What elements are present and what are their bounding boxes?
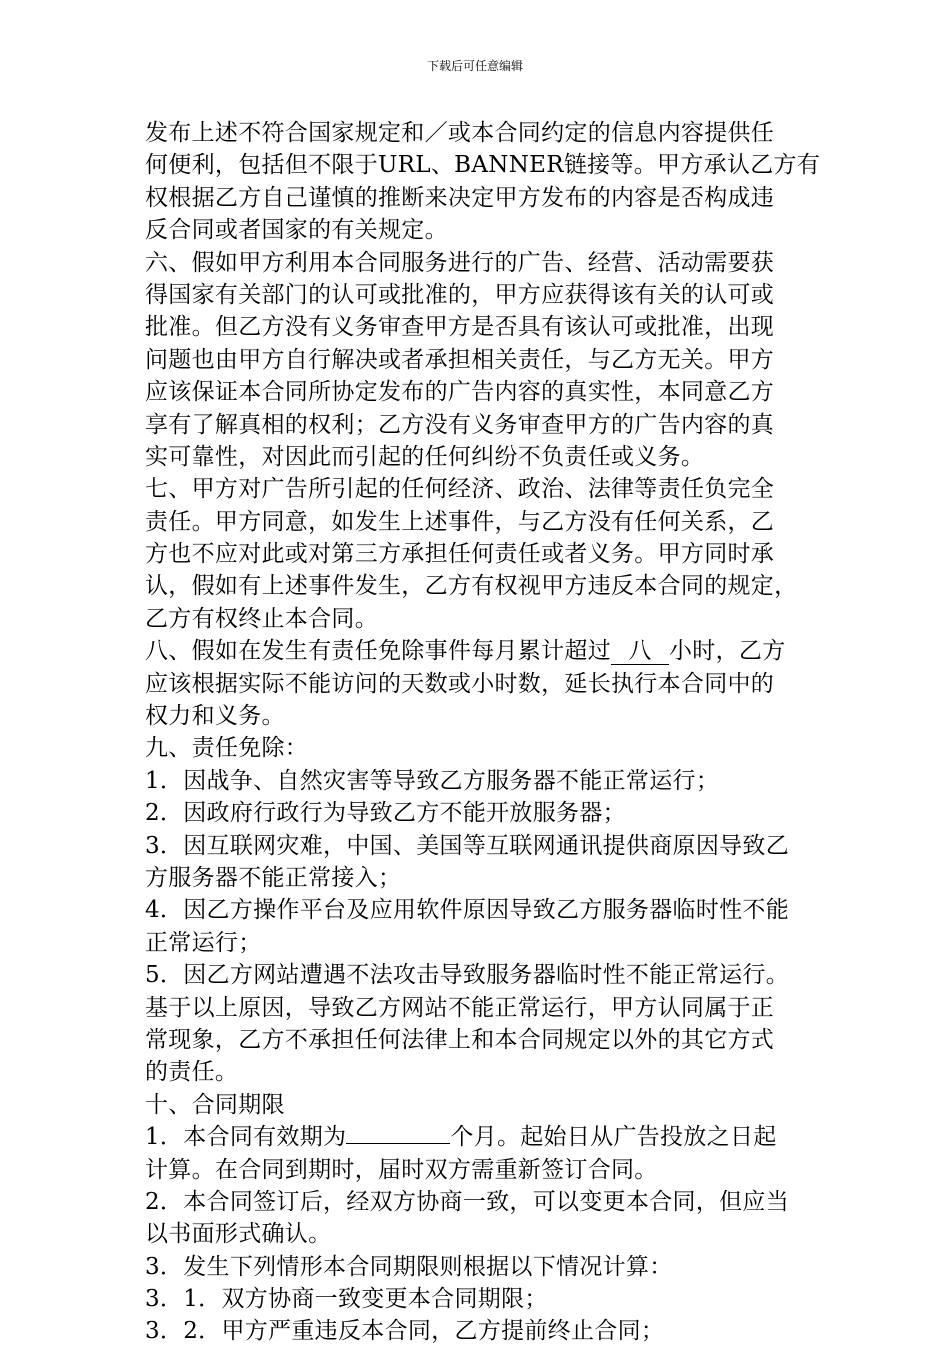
list-item: 2．本合同签订后，经双方协商一致，可以变更本合同，但应当 (145, 1188, 790, 1215)
text-line: 计算。在合同到期时，届时双方需重新签订合同。 (145, 1156, 658, 1183)
term-text-before: 1．本合同有效期为 (145, 1124, 347, 1151)
text-line: 问题也由甲方自行解决或者承担相关责任，与乙方无关。甲方 (145, 346, 775, 373)
text-line: 得国家有关部门的认可或批准的，甲方应获得该有关的认可或 (145, 281, 775, 308)
text-line: 认，假如有上述事件发生，乙方有权视甲方违反本合同的规定， (145, 573, 798, 600)
text-line: 发布上述不符合国家规定和／或本合同约定的信息内容提供任 (145, 120, 775, 146)
text-line: 权力和义务。 (145, 703, 285, 730)
text-line: 基于以上原因，导致乙方网站不能正常运行，甲方认同属于正 (145, 994, 775, 1021)
text-line: 享有了解真相的权利；乙方没有义务审查甲方的广告内容的真 (145, 411, 775, 438)
section-8-start (145, 635, 810, 667)
text-line: 常现象，乙方不承担任何法律上和本合同规定以外的其它方式 (145, 1026, 775, 1053)
list-item: 3．1．双方协商一致变更本合同期限； (145, 1286, 548, 1313)
text-line: 的责任。 (145, 1059, 239, 1086)
text-line: 正常运行； (145, 929, 262, 956)
text-line: 应该根据实际不能访问的天数或小时数，延长执行本合同中的 (145, 670, 775, 697)
section-8-text-before: 八、假如在发生有责任免除事件每月累计超过 (145, 638, 611, 665)
section-8-text-after: 小时，乙方 (669, 638, 786, 665)
list-item: 3．发生下列情形本合同期限则根据以下情况计算： (145, 1253, 673, 1280)
text-line: 方服务器不能正常接入； (145, 864, 402, 891)
text-line: 方也不应对此或对第三方承担任何责任或者义务。甲方同时承 (145, 541, 775, 568)
months-blank-field (346, 1143, 450, 1144)
list-item: 3．2．甲方严重违反本合同，乙方提前终止合同； (145, 1318, 665, 1345)
text-line: 应该保证本合同所协定发布的广告内容的真实性，本同意乙方 (145, 379, 775, 406)
text-line: 反合同或者国家的有关规定。 (145, 217, 448, 244)
contract-body (145, 117, 821, 1348)
text-line: 批准。但乙方没有义务审查甲方是否具有该认可或批准，出现 (145, 314, 775, 341)
text-line: 实可靠性，对因此而引起的任何纠纷不负责任或义务。 (145, 443, 705, 470)
section-6-start: 六、假如甲方利用本合同服务进行的广告、经营、活动需要获 (145, 249, 775, 276)
list-item: 4．因乙方操作平台及应用软件原因导致乙方服务器临时性不能 (145, 897, 790, 924)
list-item: 3．因互联网灾难，中国、美国等互联网通讯提供商原因导致乙 (145, 832, 790, 859)
text-line: 乙方有权终止本合同。 (145, 605, 378, 632)
term-text-after: 个月。起始日从广告投放之日起 (450, 1124, 777, 1151)
section-9-heading: 九、责任免除： (145, 735, 309, 762)
list-item: 2．因政府行政行为导致乙方不能开放服务器； (145, 800, 626, 827)
header-note: 下载后可任意编辑 (426, 59, 523, 73)
section-10-heading: 十、合同期限 (145, 1091, 285, 1118)
text-line: 权根据乙方自己谨慎的推断来决定甲方发布的内容是否构成违 (145, 184, 775, 211)
text-line: 何便利，包括但不限于URL、BANNER链接等。甲方承认乙方有 (145, 152, 821, 179)
hours-blank-field: 八 (611, 638, 669, 665)
list-item: 5．因乙方网站遭遇不法攻击导致服务器临时性不能正常运行。 (145, 962, 790, 989)
section-7-start: 七、甲方对广告所引起的任何经济、政治、法律等责任负完全 (145, 476, 775, 503)
list-item (145, 1121, 810, 1153)
text-line: 责任。甲方同意，如发生上述事件，与乙方没有任何关系，乙 (145, 508, 775, 535)
text-line: 以书面形式确认。 (145, 1221, 332, 1248)
list-item: 1．因战争、自然灾害等导致乙方服务器不能正常运行； (145, 767, 720, 794)
